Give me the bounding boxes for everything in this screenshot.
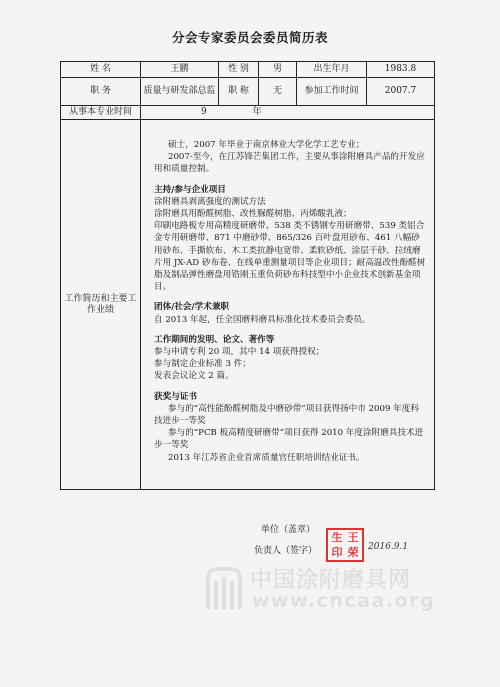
invention-item: 参与申请专利 20 项，其中 14 项获得授权； [154,347,325,358]
award-item: 2013 年江苏省企业首席质量官任职培训结业证书。 [168,452,365,463]
years-label: 从事本专业时间 [61,106,141,120]
site-watermark [204,563,454,615]
gender-value: 男 [259,62,297,78]
watermark-text: 中国涂附磨具网 [250,568,412,593]
resume-edu: 硕士，2007 年毕业于南京林业大学化学工艺专业； [168,140,365,150]
table-row [61,62,435,78]
work-start-value: 2007.7 [367,78,435,106]
project-item: 印刷电路板专用高精度研磨带、538 类不锈钢专用研磨带、539 类铝合金专用研磨带、871 中磨砂带、865/326 百叶盘用砂布、461 八幅砂用砂布、手撕软布、木工类抗静电宽带、柔软砂纸、涂层干砂、拉绒磨片用 JX-AD 砂布卷、在线单重测量项目等企业项目；耐高温改性酚醛树脂及制品弹性磨盘用锆刚玉重负荷砂布科技型中小企业技术创新基金项目。 [154,221,426,293]
watermark-url: www.cncaa.org [252,590,436,612]
project-item: 涂附磨具剥离强度的测试方法 [154,196,266,207]
responsible-person-label: 负责人（签字） [254,546,318,556]
award-item: 参与的“高性能酚醛树脂及中磨砂带”项目获得扬中市 2009 年度科技进步一等奖 [154,403,419,427]
position-label: 职 务 [61,78,141,106]
resume-content [154,139,426,464]
table-row [61,106,435,120]
work-start-label: 参加工作时间 [297,78,367,106]
title-value: 无 [259,78,297,106]
name-label: 姓 名 [61,62,141,78]
handwritten-date: 2016.9.1 [368,542,409,552]
position-value: 质量与研发部总监 [141,78,219,106]
resume-label-cell [61,120,141,490]
project-item: 涂附磨具用酚醛树脂、改性脲醛树脂、丙烯酸乳液； [154,209,352,220]
birth-value: 1983.8 [367,62,435,78]
resume-label: 工作简历和主要工作业绩 [64,293,137,315]
gender-label: 性 别 [219,62,259,78]
unit-seal-label: 单位（盖章） [261,525,316,535]
watermark-logo-icon [204,565,244,611]
years-unit: 年 [252,107,262,117]
years-cell [141,106,435,120]
page-title: 分会专家委员会委员简历表 [171,30,328,45]
resume-work: 2007-至今，在江苏锋芒集团工作，主要从事涂附磨具产品的开发应用和质量控制。 [154,152,425,175]
personal-seal-stamp: 生 王 印 荣 [326,528,364,562]
invention-item: 参与制定企业标准 3 件； [154,359,251,370]
awards-heading: 获奖与证书 [154,391,197,402]
groups-heading: 团体/社会/学术兼职 [154,302,230,313]
title-label: 职 称 [219,78,259,106]
groups-text: 自 2013 年起，任全国磨料磨具标准化技术委员会委员。 [154,314,371,325]
invention-item: 发表会议论文 2 篇。 [154,371,234,382]
name-value: 王鹏 [141,62,219,78]
table-row [61,78,435,106]
projects-heading: 主持/参与企业项目 [154,184,226,195]
award-item: 参与的“PCB 板高精度研磨带”项目获得 2010 年度涂附磨具技术进步一等奖 [154,428,424,451]
years-value: 9 [201,107,207,117]
inventions-heading: 工作期间的发明、论文、著作等 [154,334,275,345]
birth-label: 出生年月 [297,62,367,78]
